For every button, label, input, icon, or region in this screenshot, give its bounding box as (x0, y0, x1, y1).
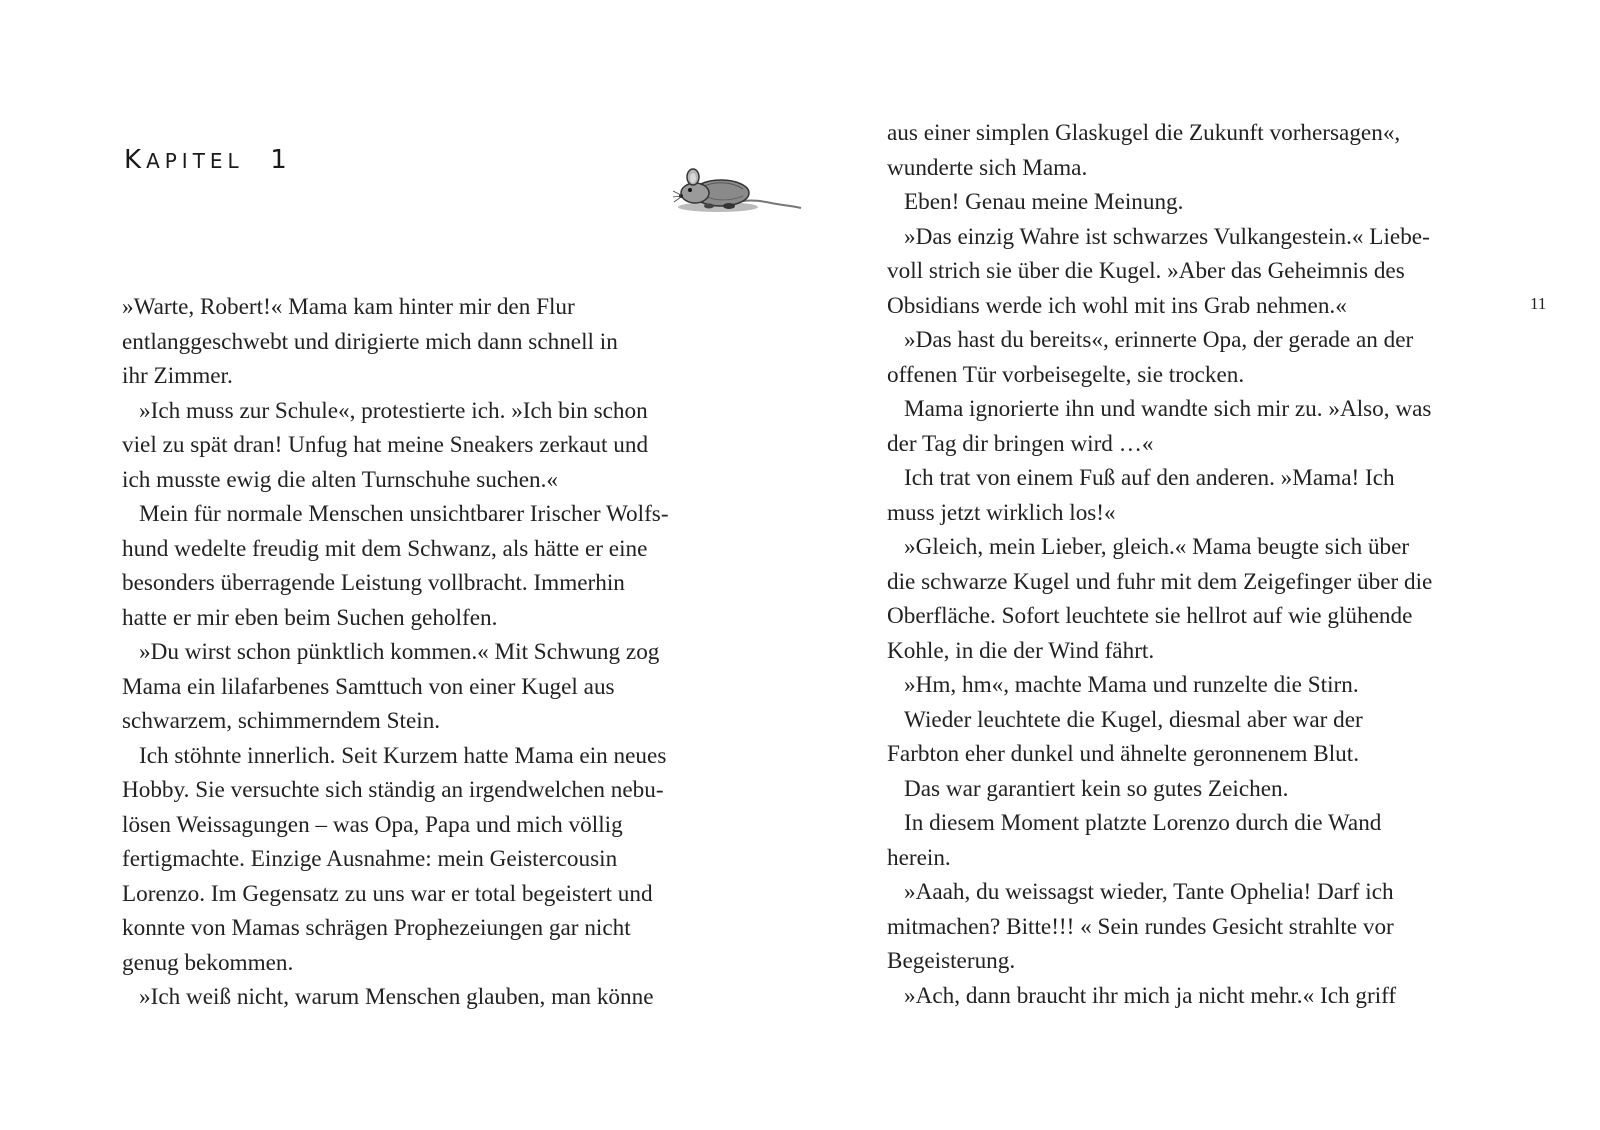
text-line: die schwarze Kugel und fuhr mit dem Zeigefinger über die (887, 568, 1433, 595)
text-line: Kohle, in die der Wind fährt. (887, 637, 1155, 664)
text-line: »Ich muss zur Schule«, protestierte ich. »Ich bin schon (139, 397, 648, 424)
text-line: »Ach, dann braucht ihr mich ja nicht mehr.« Ich griff (904, 982, 1397, 1009)
text-line: lösen Weissagungen – was Opa, Papa und mich völlig (122, 811, 623, 838)
mouse-illustration (673, 163, 803, 223)
text-line: »Das einzig Wahre ist schwarzes Vulkangestein.« Liebe- (904, 223, 1430, 250)
text-line: genug bekommen. (122, 949, 294, 976)
text-line: Wieder leuchtete die Kugel, diesmal aber war der (904, 706, 1363, 733)
text-line: »Du wirst schon pünktlich kommen.« Mit Schwung zog (139, 639, 660, 665)
text-line: Mama ein lilafarbenes Samttuch von einer Kugel aus (122, 673, 615, 700)
text-line: »Gleich, mein Lieber, gleich.« Mama beugte sich über (904, 534, 1410, 560)
right-page-text (887, 116, 1487, 1013)
text-line: Begeisterung. (887, 948, 1016, 974)
text-line: Mama ignorierte ihn und wandte sich mir zu. »Also, was (904, 396, 1432, 422)
text-line: voll strich sie über die Kugel. »Aber das Geheimnis des (887, 258, 1405, 284)
left-page-text (122, 290, 702, 1015)
text-line: besonders überragende Leistung vollbracht. Immerhin (122, 570, 625, 596)
text-line: Lorenzo. Im Gegensatz zu uns war er total begeistert und (122, 880, 653, 907)
text-line: Mein für normale Menschen unsichtbarer Irischer Wolfs- (139, 501, 669, 527)
text-line: Obsidians werde ich wohl mit ins Grab nehmen.« (887, 292, 1347, 319)
chapter-title: KAPITEL 1 (124, 145, 292, 175)
text-line: Hobby. Sie versuchte sich ständig an irgendwelchen nebu- (122, 777, 664, 803)
text-line: konnte von Mamas schrägen Prophezeiungen gar nicht (122, 915, 631, 941)
text-line: offenen Tür vorbeisegelte, sie trocken. (887, 361, 1245, 388)
text-line: Ich trat von einem Fuß auf den anderen. »Mama! Ich (904, 465, 1395, 491)
text-line: Eben! Genau meine Meinung. (904, 189, 1184, 215)
text-line: mitmachen? Bitte!!! « Sein rundes Gesicht strahlte vor (887, 913, 1394, 940)
text-line: ich musste ewig die alten Turnschuhe suchen.« (122, 466, 558, 493)
text-line: Farbton eher dunkel und ähnelte geronnenem Blut. (887, 741, 1359, 767)
text-line: Ich stöhnte innerlich. Seit Kurzem hatte Mama ein neues (139, 742, 667, 769)
text-line: hatte er mir eben beim Suchen geholfen. (122, 604, 498, 631)
text-line: aus einer simplen Glaskugel die Zukunft vorhersagen«, (887, 120, 1401, 146)
text-line: der Tag dir bringen wird …« (887, 430, 1154, 457)
text-line: viel zu spät dran! Unfug hat meine Sneakers zerkaut und (122, 432, 649, 458)
text-line: Das war garantiert kein so gutes Zeichen. (904, 775, 1289, 802)
text-line: fertigmachte. Einzige Ausnahme: mein Geistercousin (122, 846, 618, 872)
text-line: »Hm, hm«, machte Mama und runzelte die Stirn. (904, 672, 1359, 698)
page-number: 11 (1530, 294, 1547, 313)
text-line: »Das hast du bereits«, erinnerte Opa, der gerade an der (904, 327, 1414, 353)
right-page (800, 0, 1600, 1130)
text-line: »Warte, Robert!« Mama kam hinter mir den Flur (122, 294, 575, 320)
text-line: »Ich weiß nicht, warum Menschen glauben, man könne (139, 984, 654, 1010)
text-line: ihr Zimmer. (122, 363, 233, 389)
text-line: »Aaah, du weissagst wieder, Tante Ophelia! Darf ich (904, 879, 1394, 905)
text-line: schwarzem, schimmerndem Stein. (122, 708, 441, 734)
text-line: muss jetzt wirklich los!« (887, 499, 1116, 526)
text-line: wunderte sich Mama. (887, 154, 1088, 181)
text-line: entlanggeschwebt und dirigierte mich dann schnell in (122, 328, 618, 355)
text-line: In diesem Moment platzte Lorenzo durch die Wand (904, 810, 1382, 836)
text-line: Oberfläche. Sofort leuchtete sie hellrot auf wie glühende (887, 603, 1413, 629)
text-line: herein. (887, 844, 951, 871)
text-line: hund wedelte freudig mit dem Schwanz, als hätte er eine (122, 535, 648, 562)
